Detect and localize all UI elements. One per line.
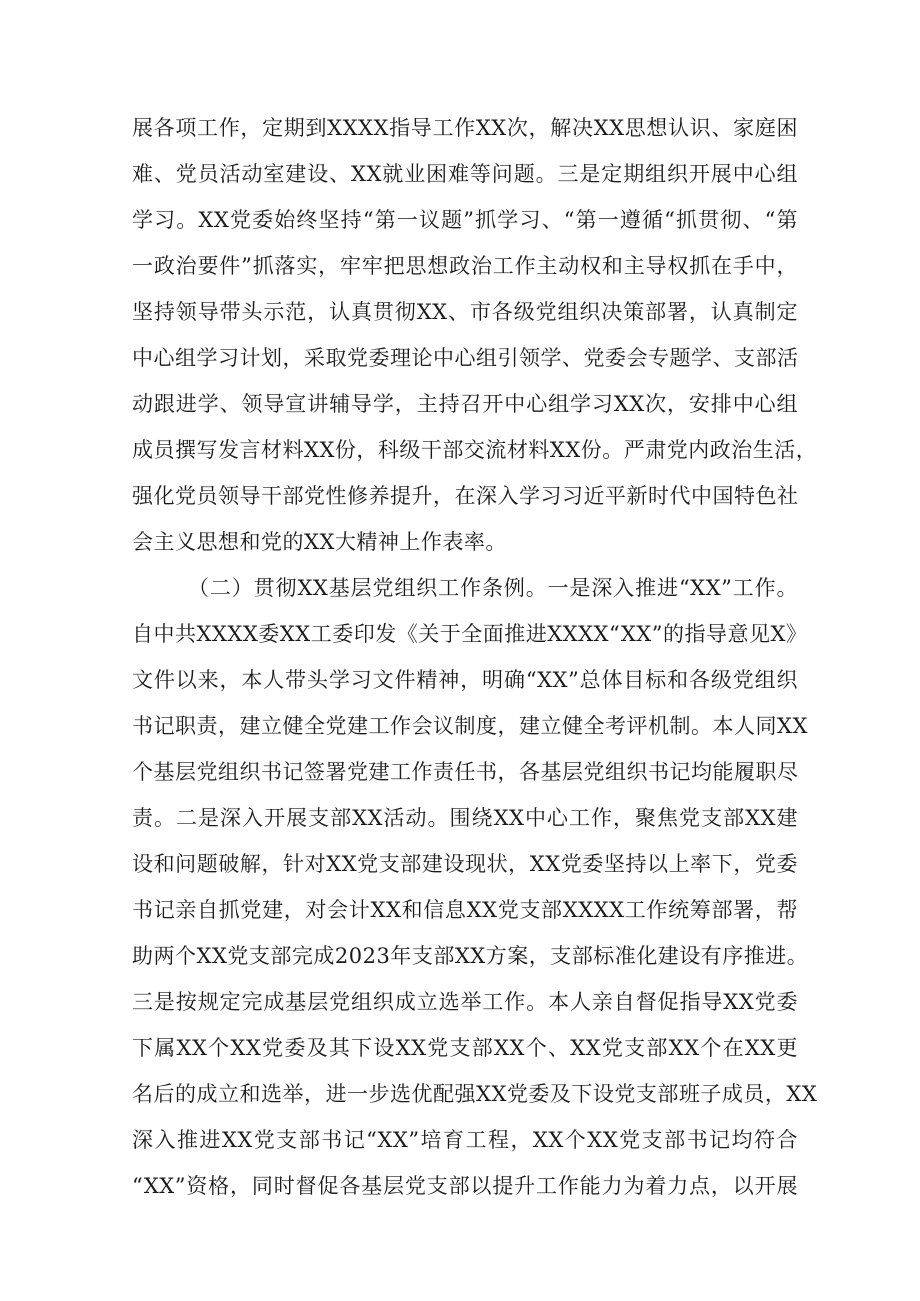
text-line: 学习。XX党委始终坚持“第一议题”抓学习、“第一遵循“抓贯彻、“第	[132, 208, 798, 232]
text-line: 会主义思想和党的XX大精神上作表率。	[132, 530, 507, 554]
text-line: 难、党员活动室建设、XX就业困难等问题。三是定期组织开展中心组	[132, 162, 798, 186]
text-line: 自中共XXXX委XX工委印发《关于全面推进XXXX“XX”的指导意见X》	[132, 622, 808, 646]
text-line: 书记亲自抓党建，对会计XX和信息XX党支部XXXX工作统筹部署，帮	[132, 898, 798, 922]
text-line: “XX”资格，同时督促各基层党支部以提升工作能力为着力点，以开展	[132, 1174, 798, 1198]
text-line: 成员撰写发言材料XX份，科级干部交流材料XX份。严肃党内政治生活，	[132, 438, 818, 462]
text-line: 动跟进学、领导宣讲辅导学，主持召开中心组学习XX次，安排中心组	[132, 392, 798, 416]
text-line: 下属XX个XX党委及其下设XX党支部XX个、XX党支部XX个在XX更	[132, 1036, 798, 1060]
text-line: 文件以来，本人带头学习文件精神，明确“XX”总体目标和各级党组织	[132, 668, 798, 692]
section-heading-line: （二）贯彻XX基层党组织工作条例。一是深入推进“XX”工作。	[188, 576, 798, 600]
text-line: 个基层党组织书记签署党建工作责任书，各基层党组织书记均能履职尽	[132, 760, 799, 784]
text-line: 书记职责，建立健全党建工作会议制度，建立健全考评机制。本人同XX	[132, 714, 808, 738]
text-line: 坚持领导带头示范，认真贯彻XX、市各级党组织决策部署，认真制定	[132, 300, 798, 324]
text-line: 助两个XX党支部完成2023年支部XX方案，支部标准化建设有序推进。	[132, 944, 809, 968]
text-line: 三是按规定完成基层党组织成立选举工作。本人亲自督促指导XX党委	[132, 990, 798, 1014]
text-line: 深入推进XX党支部书记“XX”培育工程，XX个XX党支部书记均符合	[132, 1128, 798, 1152]
text-line: 名后的成立和选举，进一步选优配强XX党委及下设党支部班子成员，XX	[132, 1082, 818, 1106]
text-line: 一政治要件”抓落实，牢牢把思想政治工作主动权和主导权抓在手中，	[132, 254, 798, 278]
text-line: 中心组学习计划，采取党委理论中心组引领学、党委会专题学、支部活	[132, 346, 799, 370]
text-line: 责。二是深入开展支部XX活动。围绕XX中心工作，聚焦党支部XX建	[132, 806, 798, 830]
text-line: 展各项工作，定期到XXXX指导工作XX次，解决XX思想认识、家庭困	[132, 116, 798, 140]
text-line: 强化党员领导干部党性修养提升，在深入学习习近平新时代中国特色社	[132, 484, 799, 508]
text-line: 设和问题破解，针对XX党支部建设现状，XX党委坚持以上率下，党委	[132, 852, 798, 876]
